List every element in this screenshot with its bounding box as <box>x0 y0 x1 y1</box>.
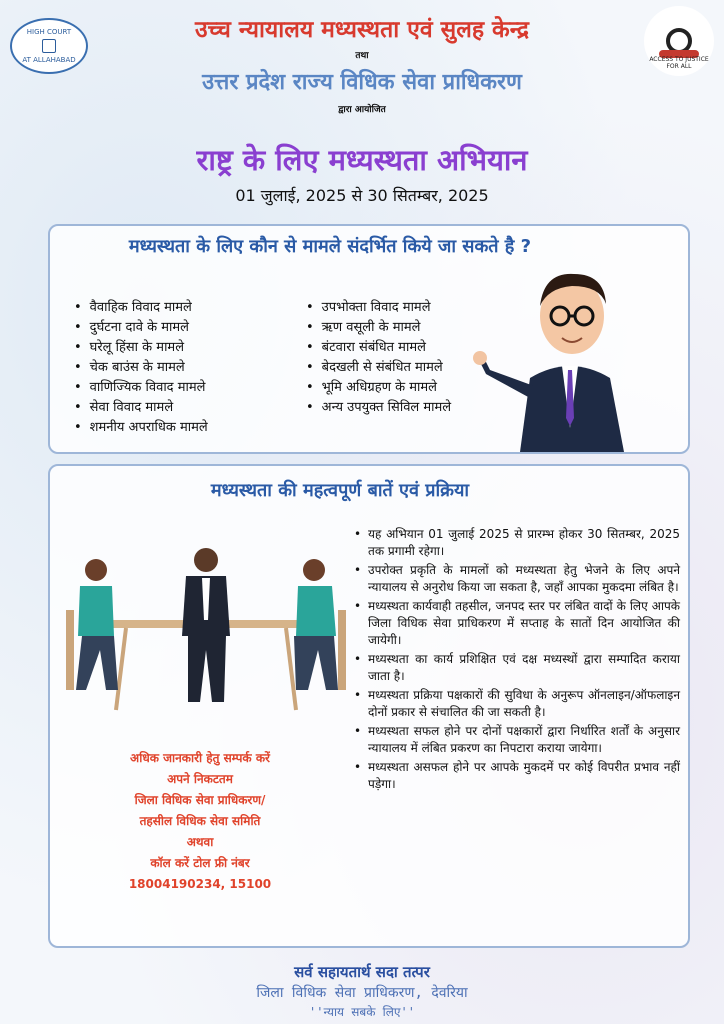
campaign-title: राष्ट्र के लिए मध्यस्थता अभियान <box>196 143 528 177</box>
footer-motto: ''न्याय सबके लिए'' <box>309 1005 415 1019</box>
list-item: • चेक बाउंस के मामले <box>74 358 208 378</box>
list-item: • मध्यस्थता असफल होने पर आपके मुकदमें पर कोई विपरीत प्रभाव नहीं पड़ेगा। <box>354 759 680 793</box>
footer-authority: जिला विधिक सेवा प्राधिकरण, देवरिया <box>256 985 468 1001</box>
campaign-dates: 01 जुलाई, 2025 से 30 सितम्बर, 2025 <box>235 186 489 205</box>
list-item: • मध्यस्थता का कार्य प्रशिक्षित एवं दक्ष मध्यस्थों द्वारा सम्पादित कराया जाता है। <box>354 651 680 685</box>
contact-line: अथवा <box>186 835 214 849</box>
case-types-title: मध्यस्थता के लिए कौन से मामले संदर्भित किये जा सकते है ? <box>128 236 532 257</box>
list-item: • वैवाहिक विवाद मामले <box>74 298 208 318</box>
case-list-column-a <box>74 298 208 438</box>
header-conjunction: तथा <box>355 51 369 61</box>
process-title: मध्यस्थता की महत्वपूर्ण बातें एवं प्रक्रिया <box>210 480 470 501</box>
list-item: • यह अभियान 01 जुलाई 2025 से प्रारम्भ होकर 30 सितम्बर, 2025 तक प्रगामी रहेगा। <box>354 526 680 560</box>
header-organized-by: द्वारा आयोजित <box>338 105 386 115</box>
process-points <box>354 526 680 795</box>
contact-line: अपने निकटतम <box>167 772 233 786</box>
list-item: • वाणिज्यिक विवाद मामले <box>74 378 208 398</box>
footer-tagline: सर्व सहायतार्थ सदा तत्पर <box>294 963 430 981</box>
header-subtitle: उत्तर प्रदेश राज्य विधिक सेवा प्राधिकरण <box>202 69 522 95</box>
case-list-column-b <box>306 298 451 418</box>
toll-free-numbers: 18004190234, 15100 <box>128 877 272 891</box>
list-item: • शमनीय अपराधिक मामले <box>74 418 208 438</box>
list-item: • अन्य उपयुक्त सिविल मामले <box>306 398 451 418</box>
meeting-illustration <box>56 540 356 720</box>
logo-text-line2: AT ALLAHABAD <box>22 56 76 64</box>
list-item: • भूमि अधिग्रहण के मामले <box>306 378 451 398</box>
list-item: • मध्यस्थता सफल होने पर दोनों पक्षकारों द्वारा निर्धारित शर्तों के अनुसार न्यायालय में लंबित प्रकरण का निपटारा कराया जायेगा। <box>354 723 680 757</box>
contact-line: जिला विधिक सेवा प्राधिकरण/ <box>134 793 266 807</box>
list-item: • सेवा विवाद मामले <box>74 398 208 418</box>
list-item: • ऋण वसूली के मामले <box>306 318 451 338</box>
list-item: • घरेलू हिंसा के मामले <box>74 338 208 358</box>
list-item: • बेदखली से संबंधित मामले <box>306 358 451 378</box>
contact-info <box>70 748 330 895</box>
list-item: • मध्यस्थता प्रक्रिया पक्षकारों की सुविधा के अनुरूप ऑनलाइन/ऑफलाइन दोनों प्रकार से संचालित की जा सकती है। <box>354 687 680 721</box>
contact-line: कॉल करें टोल फ्री नंबर <box>150 856 250 870</box>
list-item: • उपरोक्त प्रकृति के मामलों को मध्यस्थता हेतु भेजने के लिए अपने न्यायालय से अनुरोध किया जा सकता है, जहाँ आपका मुकदमा लंबित है। <box>354 562 680 596</box>
list-item: • दुर्घटना दावे के मामले <box>74 318 208 338</box>
contact-line: अधिक जानकारी हेतु सम्पर्क करें <box>130 751 270 765</box>
logo-text-line1: HIGH COURT <box>26 28 72 36</box>
list-item: • बंटवारा संबंधित मामले <box>306 338 451 358</box>
contact-line: तहसील विधिक सेवा समिति <box>139 814 261 828</box>
logo-motto: ACCESS TO JUSTICE FOR ALL <box>649 56 709 70</box>
list-item: • मध्यस्थता कार्यवाही तहसील, जनपद स्तर पर लंबित वादों के लिए आपके जिला विधिक सेवा प्राधिकरण में सप्ताह के सातों दिन आयोजित की जायेगी। <box>354 598 680 649</box>
presenter-avatar <box>460 258 680 452</box>
list-item: • उपभोक्ता विवाद मामले <box>306 298 451 318</box>
header-title: उच्च न्यायालय मध्यस्थता एवं सुलह केन्द्र <box>194 16 530 43</box>
